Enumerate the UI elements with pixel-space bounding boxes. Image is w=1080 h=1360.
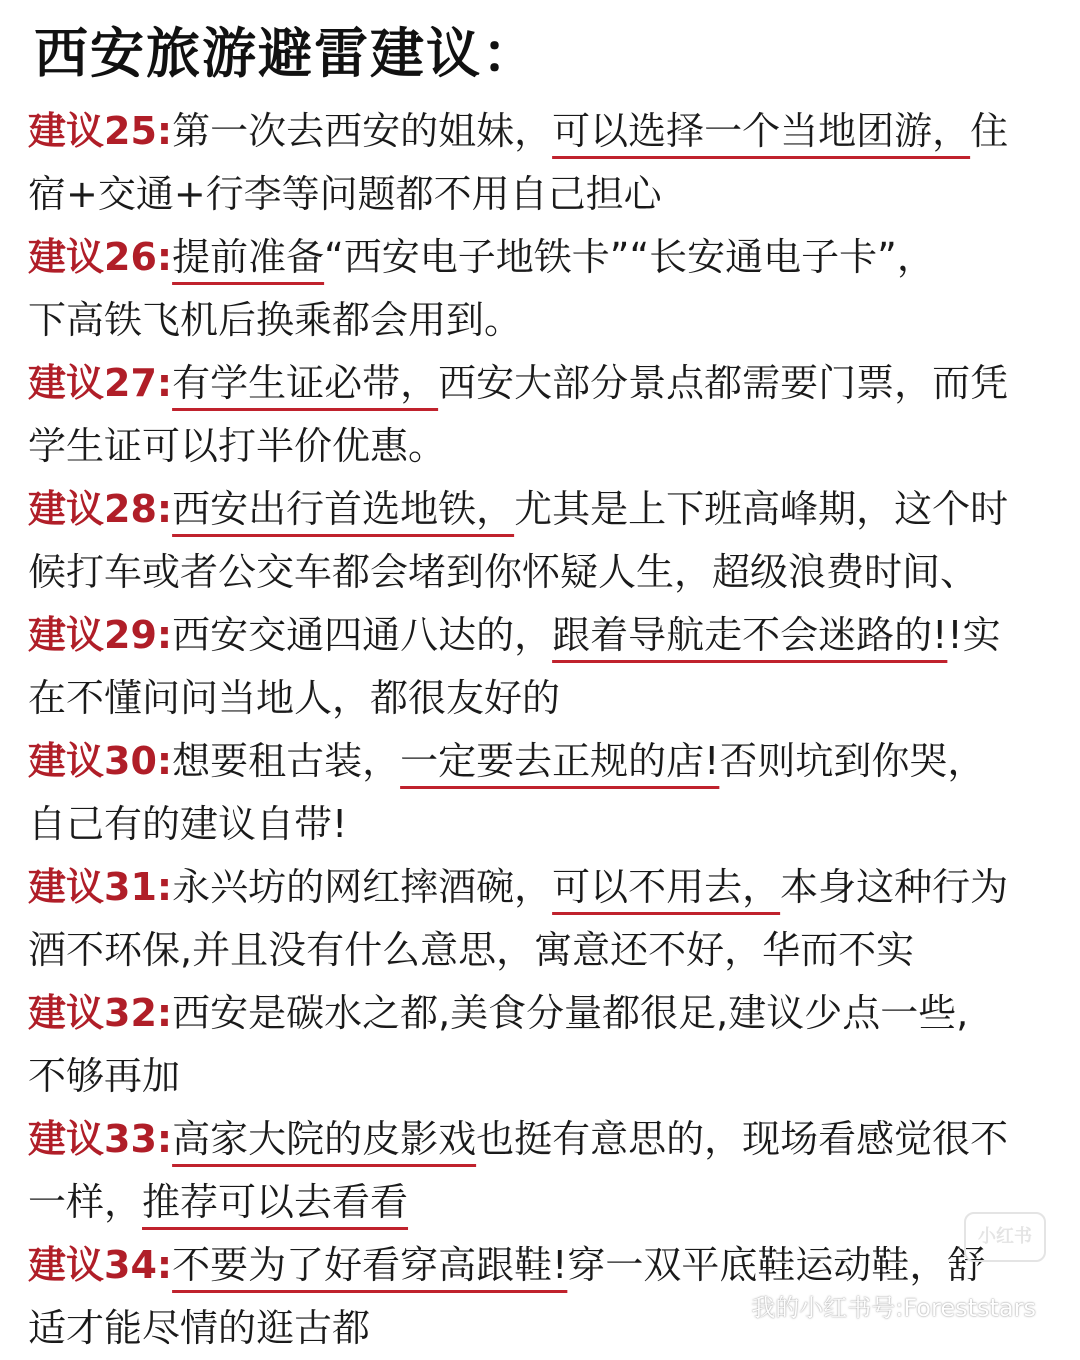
- tip-separator: :: [156, 739, 173, 783]
- tip-label: 建议33: [28, 1117, 157, 1161]
- tip-text: “西安电子地铁卡”“长安通电子卡”，: [324, 235, 935, 279]
- tip-label: 建议31: [28, 865, 157, 909]
- tip-highlight-text: 有学生证必带，: [172, 361, 439, 405]
- tip-separator: :: [156, 865, 173, 909]
- tip-separator: :: [156, 991, 173, 1035]
- tip-label: 建议32: [28, 991, 157, 1035]
- tip-highlight-text: 跟着导航走不会迷路的!: [552, 613, 948, 657]
- xiaohongshu-logo: 小红书: [964, 1212, 1046, 1262]
- tip-highlight-text: 一定要去正规的店!: [400, 739, 720, 783]
- tip-text: 也挺有意思的，现场看感觉很不: [476, 1117, 1009, 1161]
- tip-item: [28, 1108, 1068, 1234]
- tip-separator: :: [156, 487, 173, 531]
- tip-separator: :: [156, 235, 173, 279]
- tip-item: [28, 856, 1068, 982]
- tip-text: 西安是碳水之都,美食分量都很足,建议少点一些,: [172, 991, 969, 1035]
- tip-line: [28, 226, 1068, 289]
- tip-separator: :: [156, 109, 173, 153]
- tip-line: [28, 604, 1068, 667]
- tip-text: 不够再加: [28, 1054, 181, 1098]
- tip-text: 否则坑到你哭，: [719, 739, 986, 783]
- tip-text: 西安交通四通八达的，: [172, 613, 553, 657]
- tip-item: [28, 604, 1068, 730]
- tip-line: [28, 100, 1068, 163]
- tip-text: 下高铁飞机后换乘都会用到。: [28, 298, 523, 342]
- tip-line: [28, 667, 1068, 730]
- tip-item: [28, 478, 1068, 604]
- tip-line: [28, 163, 1068, 226]
- tip-text: 住: [970, 109, 1009, 153]
- tip-line: [28, 730, 1068, 793]
- tip-line: [28, 415, 1068, 478]
- watermark-text: 我的小红书号:Foreststars: [751, 1294, 1036, 1322]
- tip-item: [28, 982, 1068, 1108]
- tip-line: [28, 478, 1068, 541]
- tip-label: 建议26: [28, 235, 157, 279]
- tip-line: [28, 793, 1068, 856]
- tip-text: 穿一双平底鞋运动鞋，舒: [567, 1243, 986, 1287]
- tip-separator: :: [156, 361, 173, 405]
- tip-line: [28, 541, 1068, 604]
- tip-line: [28, 1045, 1068, 1108]
- tip-text: 在不懂问问当地人，都很友好的: [28, 676, 561, 720]
- tip-line: [28, 919, 1068, 982]
- tip-separator: :: [156, 1243, 173, 1287]
- tip-highlight-text: 高家大院的皮影戏: [172, 1117, 477, 1161]
- page-title: 西安旅游避雷建议：: [34, 22, 538, 85]
- tip-item: [28, 100, 1068, 226]
- tip-separator: :: [156, 1117, 173, 1161]
- tip-text: 第一次去西安的姐妹，: [172, 109, 553, 153]
- tip-line: [28, 1171, 1068, 1234]
- tip-highlight-text: 推荐可以去看看: [142, 1180, 409, 1224]
- tip-item: [28, 352, 1068, 478]
- tip-text: 自己有的建议自带!: [28, 802, 348, 846]
- tip-item: [28, 226, 1068, 352]
- tip-text: 适才能尽情的逛古都: [28, 1306, 371, 1350]
- tip-text: 一样，: [28, 1180, 143, 1224]
- tip-text: 永兴坊的网红摔酒碗，: [172, 865, 553, 909]
- tip-text: 尤其是上下班高峰期，这个时: [514, 487, 1009, 531]
- tip-text: 酒不环保,并且没有什么意思，寓意还不好，华而不实: [28, 928, 915, 972]
- tip-separator: :: [156, 613, 173, 657]
- tip-label: 建议28: [28, 487, 157, 531]
- tip-line: [28, 856, 1068, 919]
- tip-line: [28, 982, 1068, 1045]
- tip-text: 学生证可以打半价优惠。: [28, 424, 447, 468]
- tip-highlight-text: 提前准备: [172, 235, 325, 279]
- tip-line: [28, 1108, 1068, 1171]
- tip-line: [28, 352, 1068, 415]
- tip-text: 候打车或者公交车都会堵到你怀疑人生，超级浪费时间、: [28, 550, 979, 594]
- tip-text: 西安大部分景点都需要门票，而凭: [438, 361, 1009, 405]
- tip-label: 建议34: [28, 1243, 157, 1287]
- tip-label: 建议27: [28, 361, 157, 405]
- tip-label: 建议25: [28, 109, 157, 153]
- tip-text: 想要租古装，: [172, 739, 401, 783]
- tip-label: 建议29: [28, 613, 157, 657]
- tip-highlight-text: 不要为了好看穿高跟鞋!: [172, 1243, 568, 1287]
- tip-item: [28, 730, 1068, 856]
- tip-text: !实: [947, 613, 1001, 657]
- tip-highlight-text: 可以不用去，: [552, 865, 781, 909]
- tip-label: 建议30: [28, 739, 157, 783]
- tip-text: 宿+交通+行李等问题都不用自己担心: [28, 172, 662, 216]
- tip-highlight-text: 西安出行首选地铁，: [172, 487, 515, 531]
- tip-line: [28, 289, 1068, 352]
- tip-text: 本身这种行为: [780, 865, 1009, 909]
- tip-highlight-text: 可以选择一个当地团游，: [552, 109, 971, 153]
